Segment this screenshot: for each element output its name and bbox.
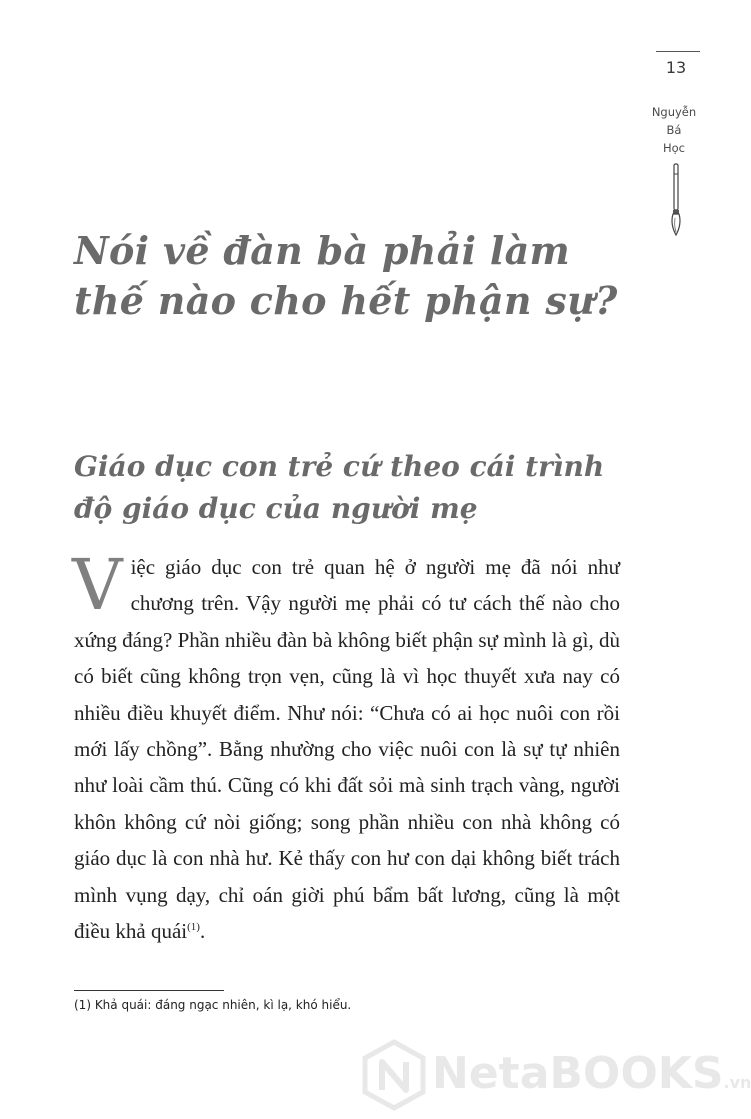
page-number: 13 — [665, 58, 687, 77]
section-title: Giáo dục con trẻ cứ theo cái trình độ giáo dục của người mẹ — [74, 450, 605, 525]
author-line: Học — [662, 141, 685, 155]
drop-cap: V — [72, 544, 123, 626]
body-paragraph — [72, 544, 620, 949]
watermark-brand: NetaBOOKS — [432, 1048, 724, 1099]
footnote-reference: (1) — [187, 921, 200, 934]
watermark-suffix: .vn — [723, 1073, 751, 1092]
author-line: Bá — [666, 123, 682, 137]
footnote: (1) Khả quái: đáng ngạc nhiên, kì lạ, khó hiểu. — [74, 998, 352, 1012]
author-name — [648, 103, 700, 157]
chapter-title: Nói về đàn bà phải làm thế nào cho hết phận sự? — [74, 228, 618, 323]
footnote-rule — [74, 990, 224, 991]
netabooks-logo-icon — [362, 1040, 426, 1110]
body-text: iệc giáo dục con trẻ quan hệ ở người mẹ đã nói như chương trên. Vậy người mẹ phải có tư cách thế nào cho xứng đáng? Phần nhiều đàn bà không biết phận sự mình là gì, dù có biết cũng không trọn vẹn, cũng là vì học thuyết xưa nay có nhiều điều khuyết điểm. Như nói: “Chưa có ai học nuôi con rồi mới lấy chồng”. Bằng nhường cho việc nuôi con là sự tự nhiên như loài cầm thú. Cũng có khi đất sỏi mà sinh trạch vàng, người khôn không cứ nòi giống; song phần nhiều con nhà không có giáo dục là con nhà hư. Kẻ thấy con hư con dại không biết trách mình vụng dạy, chỉ oán giời phú bẩm bất lương, cũng là một điều khả quái — [74, 555, 620, 944]
brush-icon — [668, 164, 684, 236]
body-end: . — [199, 919, 206, 944]
watermark — [362, 1040, 751, 1110]
watermark-text — [432, 1048, 751, 1099]
author-line: Nguyễn — [651, 105, 697, 119]
header-rule — [656, 51, 700, 52]
